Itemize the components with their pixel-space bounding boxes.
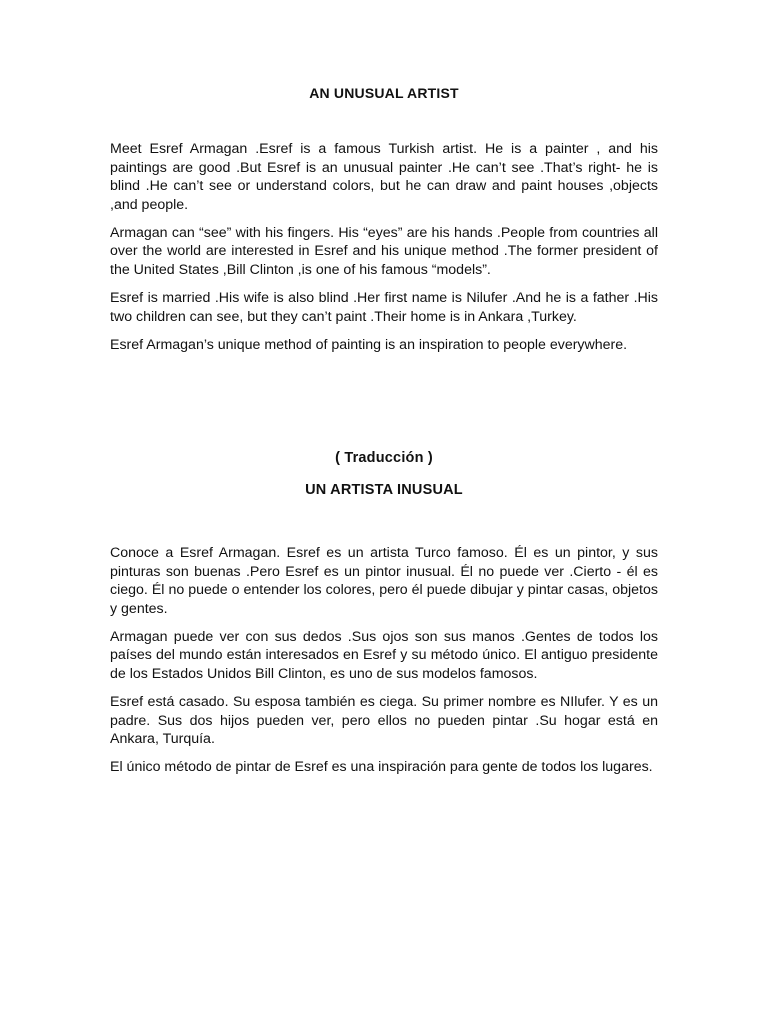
- spanish-paragraph-2: Armagan puede ver con sus dedos .Sus ojos son sus manos .Gentes de todos los países del mundo están interesados en Esref y su método único. El antiguo presidente de los Estados Unidos Bill Clinton, es uno de sus modelos famosos.: [110, 628, 658, 683]
- english-paragraph-1: Meet Esref Armagan .Esref is a famous Turkish artist. He is a painter , and his paintings are good .But Esref is an unusual painter .He can’t see .That’s right- he is blind .He can’t see or understand colors, but he can draw and paint houses ,objects ,and people.: [110, 141, 658, 213]
- spanish-body: [110, 544, 658, 777]
- english-title: AN UNUSUAL ARTIST: [309, 85, 459, 101]
- spanish-paragraph-3: Esref está casado. Su esposa también es ciega. Su primer nombre es NIlufer. Y es un padre. Sus dos hijos pueden ver, pero ellos no pueden pintar .Su hogar está en Ankara, Turquía.: [110, 694, 658, 748]
- english-paragraph-2: Armagan can “see” with his fingers. His “eyes” are his hands .People from countries all over the world are interested in Esref and his unique method .The former president of the United States ,Bill Clinton ,is one of his famous “models”.: [110, 224, 658, 279]
- spanish-paragraph-4: El único método de pintar de Esref es una inspiración para gente de todos los lugares.: [110, 759, 653, 776]
- english-paragraph-3: Esref is married .His wife is also blind .Her first name is Nilufer .And he is a father .His two children can see, but they can’t paint .Their home is in Ankara ,Turkey.: [110, 290, 658, 325]
- translation-label: ( Traducción ): [335, 450, 433, 466]
- spanish-paragraph-1: Conoce a Esref Armagan. Esref es un artista Turco famoso. Él es un pintor, y sus pinturas son buenas .Pero Esref es un pintor inusual. Él no puede ver .Cierto - él es ciego. Él no puede o entender los colores, pero él puede dibujar y pintar casas, objetos y gentes.: [110, 545, 658, 617]
- english-body: [110, 140, 658, 354]
- english-paragraph-4: Esref Armagan’s unique method of painting is an inspiration to people everywhere.: [110, 336, 628, 353]
- spanish-title: UN ARTISTA INUSUAL: [305, 482, 463, 498]
